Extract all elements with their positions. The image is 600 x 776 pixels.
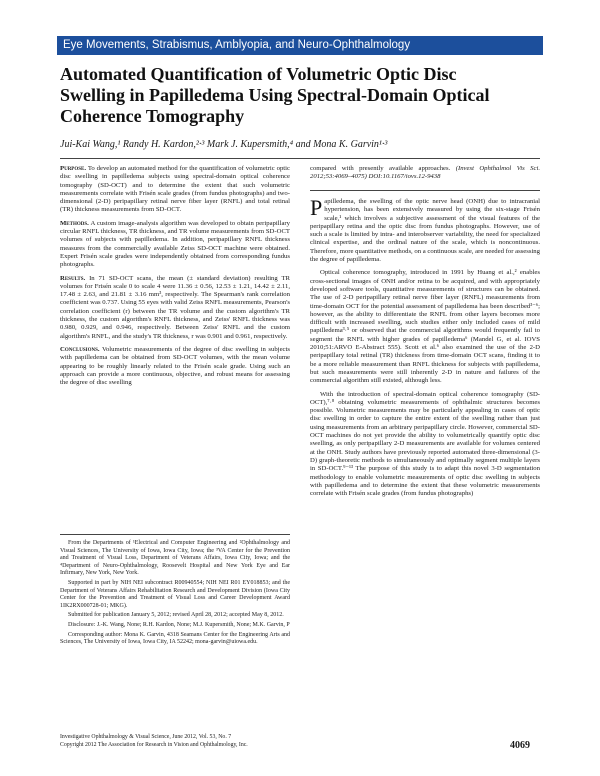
- abstract-purpose: [60, 165, 290, 215]
- page-number: 4069: [510, 740, 530, 751]
- footnote-divider: [60, 534, 290, 535]
- body-paragraph: Optical coherence tomography, introduced in 1991 by Huang et al.,² enables cross-sectional images of ONH and/or retina to be acquired, and with appropriately developed software tools, quantitative measurements of structures can be obtained. The use of 2-D peripapillary retinal nerve fiber layer (RNFL) measurements from time-domain OCT for the potential assessment of papilledema has been described³⁻⁶; however, as the ability to differentiate the RNFL from other layers becomes more difficult with increased swelling, such studies either only included cases of mild papilledema³·⁵ or observed that the commercial algorithms would frequently fail to segment the RNFL with higher grades of papilledema⁶ (Mandel G, et al. IOVS 2010;51:ARVO E-Abstract 555). Scott et al.⁶ also examined the use of the 2-D peripapillary total retinal (TR) thickness from time-domain OCT scans, finding it to be a more reliable measurement than RNFL thickness for subjects with papilledema, but such measurements were still inherently 2-D in nature and failures of the commercial algorithm still existed, although less.: [310, 269, 540, 385]
- author-list: Jui-Kai Wang,¹ Randy H. Kardon,²·³ Mark J. Kupersmith,⁴ and Mona K. Garvin¹·³: [60, 139, 388, 150]
- funding: Supported in part by NIH NEI subcontract R00940554; NIH NEI R01 EY018853; and the Department of Veterans Affairs Rehabilitation Research and Development Division (Iowa City Center for the Prevention and Treatment of Visual Loss and Career Development Award 1IK2RX000728-01; MKG).: [60, 579, 290, 609]
- affiliations: From the Departments of ¹Electrical and Computer Engineering and ²Ophthalmology and Visual Sciences, The University of Iowa, Iowa City, Iowa; the ³VA Center for the Prevention and Treatment of Visual Loss, Department of Veterans Affairs, Iowa City, Iowa; and the ⁴Department of Neuro-Ophthalmology, Roosevelt Hospital and New York Eye and Ear Infirmary, New York, New York.: [60, 540, 290, 577]
- section-banner: Eye Movements, Strabismus, Amblyopia, and Neuro-Ophthalmology: [57, 36, 543, 55]
- drop-cap: P: [310, 195, 323, 220]
- body-text: apilledema, the swelling of the optic nerve head (ONH) due to intracranial hypertension, has been extensively measured by using the six-stage Frisén scale,¹ which involves a subjective assessment of the visual features of the peripapillary retina and the optic disc from fundus photographs. However, use of such a scale is limited by intra- and interobserver variability, the need for specialized clinical expertise, and the ordinal nature of the scale, which is noncontinuous. Therefore, more quantitative methods, on a continuous scale, are needed for assessing the degree of papilledema.: [310, 198, 540, 264]
- body-paragraph: With the introduction of spectral-domain optical coherence tomography (SD-OCT),⁷·⁸ obtaining volumetric measurements of ophthalmic structures becomes possible. Volumetric measurements may be particularly appealing in cases of optic disc swelling in order to capture the entire extent of the swelling rather than just using measurements from an arbitrary peripapillary circle. However, commercial SD-OCT machines do not yet provide the ability to volumetrically quantify optic disc swelling, as only peripapillary 2-D measurements are available for volumes centered at the ONH. Study authors have previously reported automated three-dimensional (3-D) graph-theoretic methods to simultaneously and optimally segment multiple layers in SD-OCT.⁹⁻¹³ The purpose of this study is to adapt this novel 3-D segmentation methodology to enable volumetric measurements of optic disc swelling in subjects with papilledema and to determine the extent that these volumetric measurements correlate with Frisén scale grades (from fundus photographs): [310, 390, 540, 498]
- abstract-label: Methods.: [60, 219, 89, 227]
- submission-dates: Submitted for publication January 5, 2012; revised April 28, 2012; accepted May 8, 2012.: [68, 612, 284, 619]
- abstract-label: Purpose.: [60, 165, 87, 172]
- abstract-text: Volumetric measurements of the degree of disc swelling in subjects with papilledema can be obtained from SD-OCT volumes, with the mean volume appearing to be roughly linearly related to the Frisén scale grade. Using such an approach can provide a more continuous, objective, and robust means for assessing the degree of disc swelling: [60, 345, 290, 387]
- abstract-text: In 71 SD-OCT scans, the mean (± standard deviation) resulting TR volumes for Frisén scale 0 to scale 4 were 11.36 ± 0.56, 12.53 ± 1.21, 14.42 ± 2.11, 17.48 ± 2.63, and 21.81 ± 3.16 mm³, respectively. The Spearman's rank correlation coefficient was 0.737. Using 55 eyes with valid Zeiss RNFL measurements, Pearson's correlation coefficient (r) between the TR volume and the custom algorithm's TR thickness, the custom algorithm's RNFL thickness, and Zeiss' RNFL thickness was 0.980, 0.929, and 0.946, respectively. Between Zeiss' RNFL and the custom algorithm's RNFL, and the study's TR thickness, r was 0.901 and 0.961, respectively.: [60, 274, 291, 340]
- abstract-continuation-text: compared with presently available approaches.: [310, 165, 451, 172]
- abstract-label: Conclusions.: [60, 345, 100, 353]
- abstract-results: [60, 275, 290, 341]
- title-line: Swelling in Papilledema Using Spectral-Domain Optical: [60, 85, 490, 105]
- abstract-text: A custom image-analysis algorithm was developed to obtain peripapillary circular RNFL thickness, TR thickness, and TR volume measurements from SD-OCT volumes of subjects with papilledema. In addition, peripapillary RNFL thickness measures from the commercially available Zeiss SD-OCT machine were obtained. Expert Frisén scale grades were independently obtained from corresponding fundus photographs.: [60, 219, 291, 269]
- disclosure: Disclosure: J.-K. Wang, None; R.H. Kardon, None; M.J. Kupersmith, None; M.K. Garvin, P: [68, 621, 290, 628]
- body-column: [310, 195, 540, 503]
- abstract-continuation: [310, 165, 540, 187]
- abstract-column: [60, 165, 290, 392]
- title-line: Automated Quantification of Volumetric Optic Disc: [60, 64, 457, 84]
- journal-footer: Investigative Ophthalmology & Visual Science, June 2012, Vol. 53, No. 7: [60, 734, 232, 740]
- article-title: [60, 64, 540, 127]
- corresponding-author: Corresponding author: Mona K. Garvin, 4318 Seamans Center for the Engineering Arts and Sciences, The University of Iowa, Iowa City, IA 52242; mona-garvin@uiowa.edu.: [60, 631, 290, 646]
- abstract-conclusions: [60, 346, 290, 387]
- citation: (Invest Ophthalmol Vis Sci. 2012;53:4069–4075) DOI:10.1167/iovs.12-9438: [310, 165, 541, 181]
- header-divider: [60, 158, 540, 159]
- abstract-divider: [310, 190, 540, 191]
- copyright-footer: Copyright 2012 The Association for Research in Vision and Ophthalmology, Inc.: [60, 742, 248, 748]
- body-paragraph: [310, 195, 540, 264]
- footnotes: [60, 540, 290, 649]
- title-line: Coherence Tomography: [60, 106, 245, 126]
- abstract-methods: [60, 220, 290, 270]
- abstract-label: Results.: [60, 274, 86, 282]
- abstract-text: To develop an automated method for the quantification of volumetric optic disc swelling in papilledema subjects using spectral-domain optical coherence tomography (SD-OCT) and to determine the extent that such volumetric measurements correlate with Frisén scale grades (from fundus photographs) and two-dimensional (2-D) peripapillary retinal nerve fiber layer (RNFL) and total retinal (TR) thickness measurements from SD-OCT.: [60, 165, 290, 214]
